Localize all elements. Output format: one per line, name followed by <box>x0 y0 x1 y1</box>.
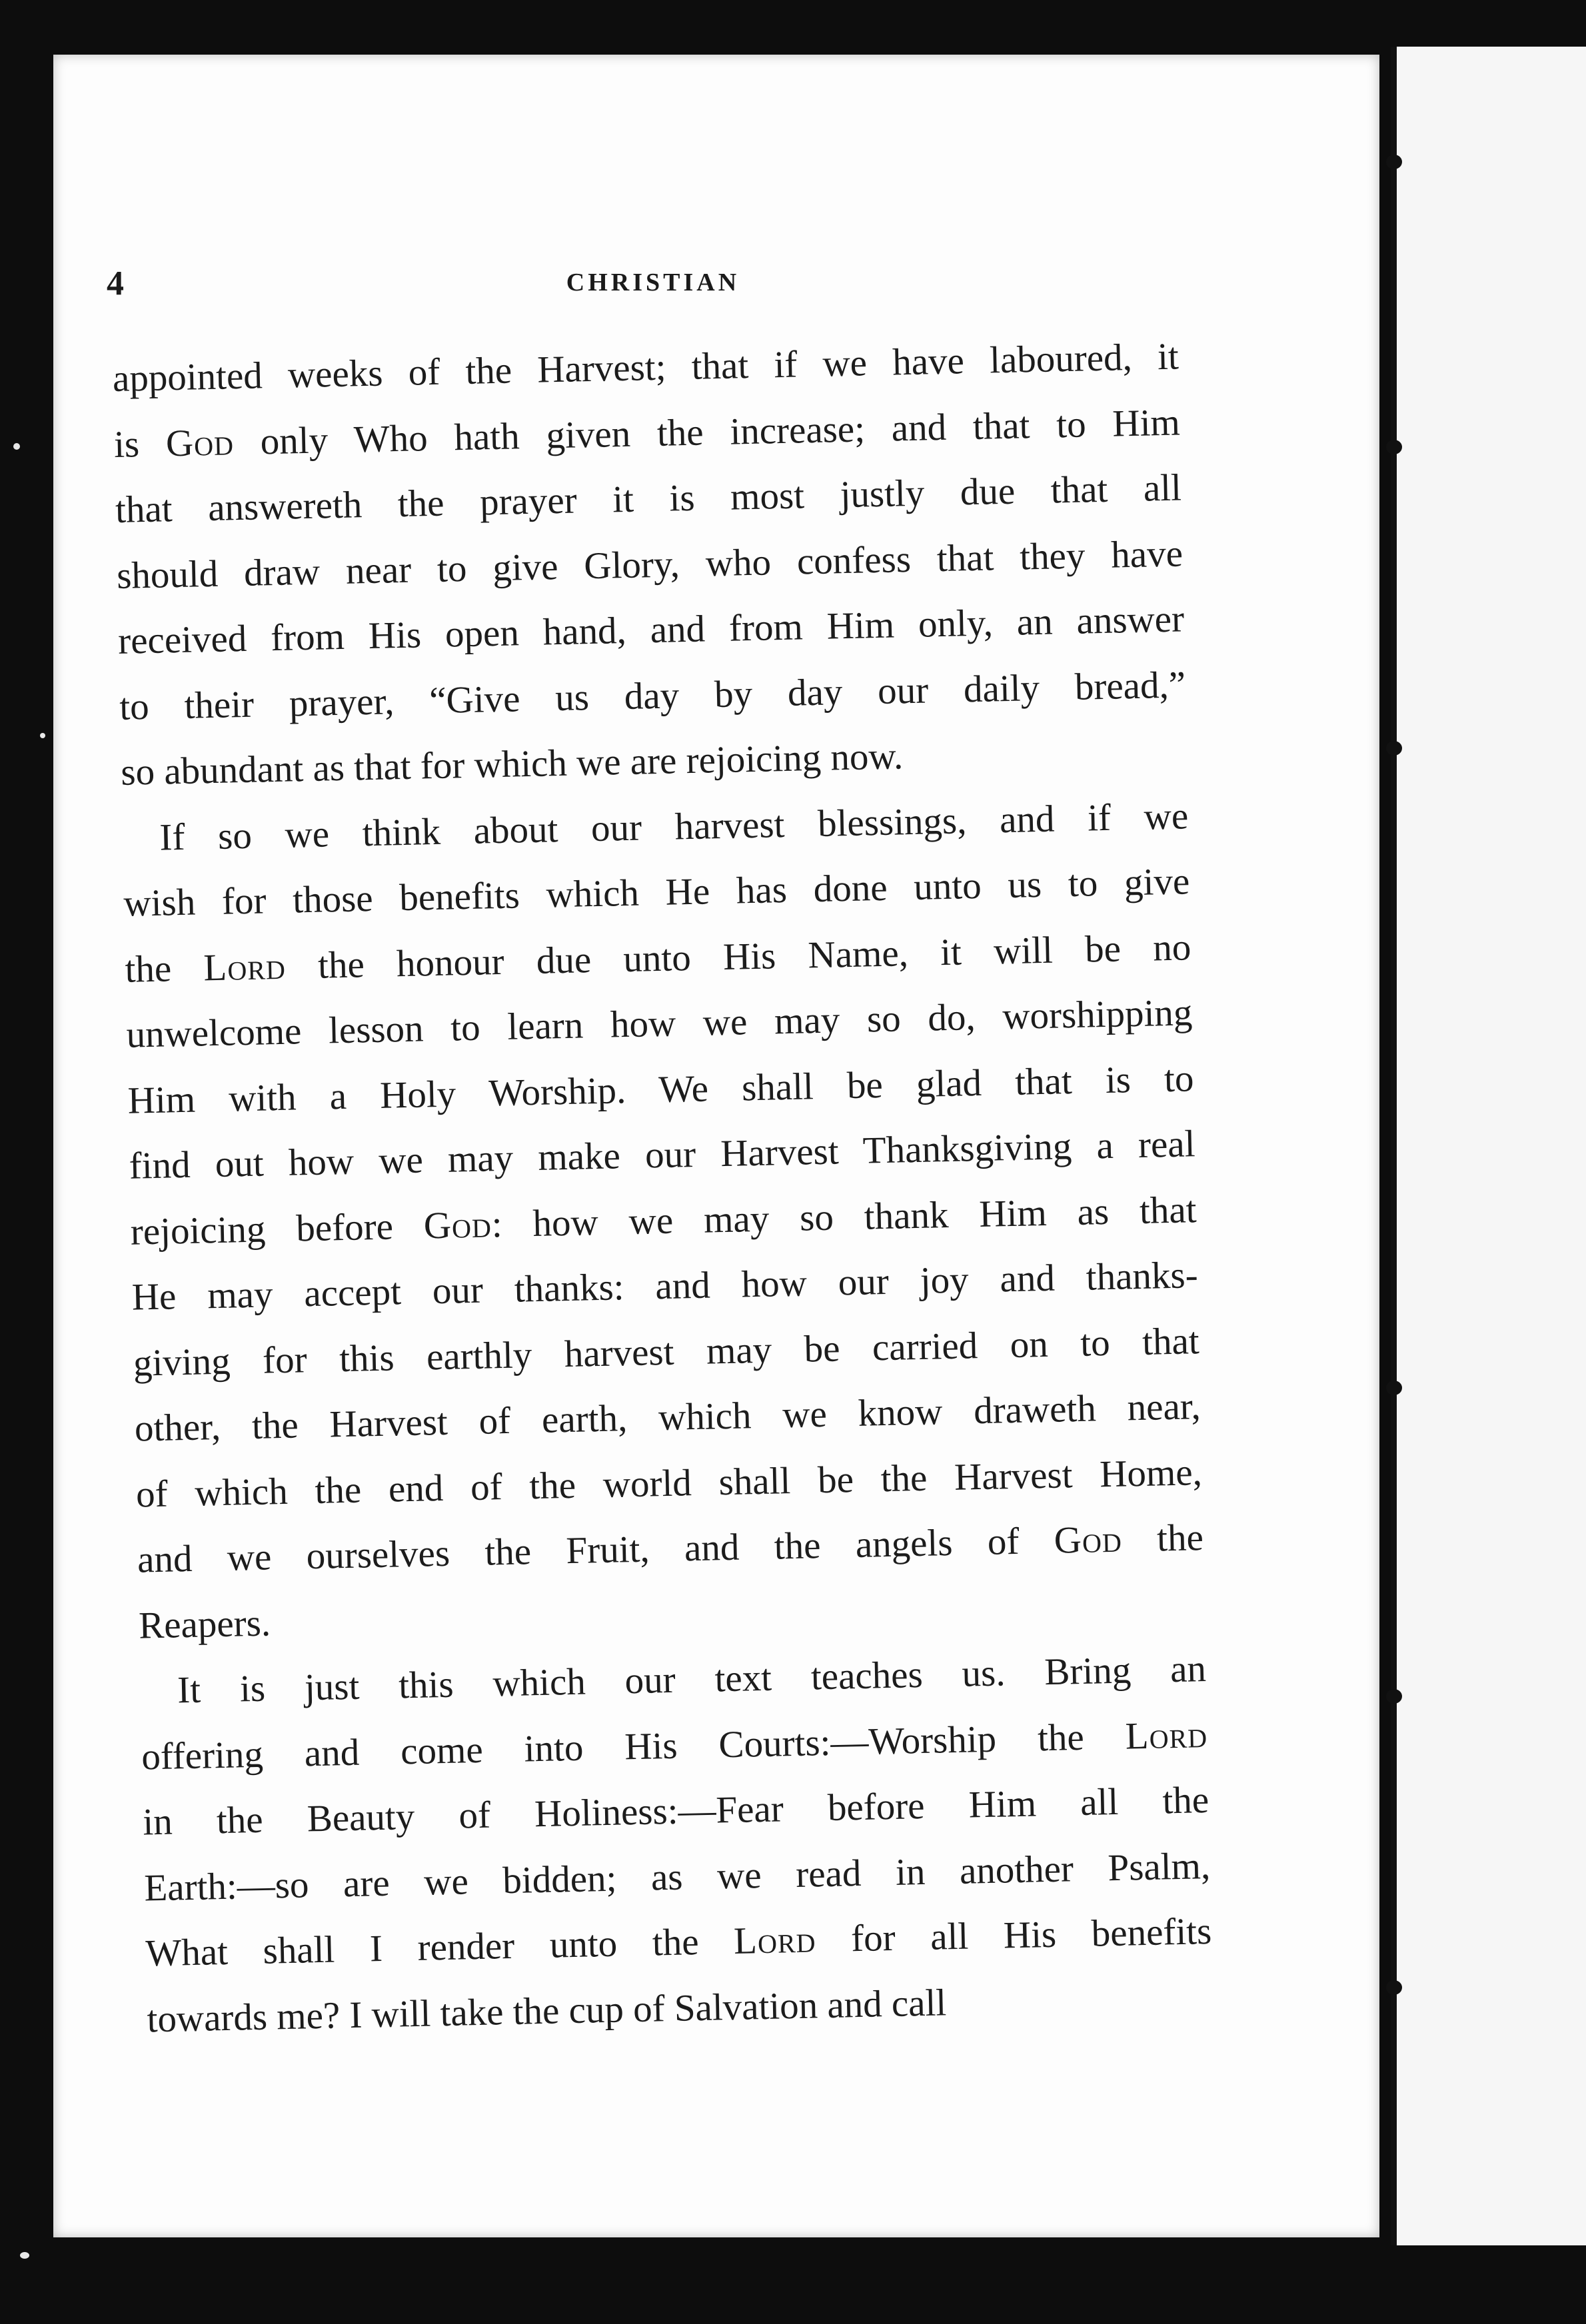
small-caps-word: God <box>423 1203 492 1247</box>
small-caps-word: Lord <box>1125 1713 1208 1758</box>
text-line: offering and come into His Courts:—Worship the Lord <box>141 1713 1208 1778</box>
text-line: towards me? I will take the cup of Salvation and call <box>146 1981 947 2040</box>
text-line: wish for those benefits which He has done unto us to give <box>123 860 1190 925</box>
binding-stitch <box>1386 440 1402 454</box>
binding-stitch <box>1386 155 1402 169</box>
text-line: the Lord the honour due unto His Name, it will be no <box>124 925 1191 991</box>
paragraph <box>112 324 1188 806</box>
paragraph <box>139 1636 1213 2052</box>
text-line: and we ourselves the Fruit, and the angels of God the <box>137 1516 1204 1581</box>
small-caps-word: God <box>165 420 235 464</box>
text-line: other, the Harvest of earth, which we know draweth near, <box>134 1385 1201 1450</box>
text-line: If so we think about our harvest blessings, and if we <box>159 794 1189 859</box>
paragraph <box>121 784 1205 1659</box>
text-line: is God only Who hath given the increase; and that to Him <box>113 400 1181 466</box>
text-line: unwelcome lesson to learn how we may so do, worshipping <box>125 991 1193 1056</box>
small-caps-word: Lord <box>203 945 287 989</box>
binding-stitch <box>1386 1689 1402 1704</box>
text-line: Him with a Holy Worship. We shall be glad that is to <box>127 1057 1195 1122</box>
text-line: find out how we may make our Harvest Thanksgiving a real <box>129 1123 1196 1187</box>
text-line: giving for this earthly harvest may be carried on to that <box>133 1319 1200 1385</box>
body-text <box>112 324 1213 2052</box>
small-caps-word: Lord <box>733 1918 817 1962</box>
text-line: of which the end of the world shall be the Harvest Home, <box>135 1451 1203 1516</box>
text-line: to their prayer, “Give us day by day our daily bread,” <box>119 663 1186 728</box>
binding-gutter <box>1391 47 1397 2245</box>
page-header <box>107 264 1199 310</box>
text-line: should draw near to give Glory, who confess that they have <box>116 532 1184 597</box>
binding-stitch <box>1386 741 1402 756</box>
binding-stitch <box>1386 1381 1402 1395</box>
text-line: What shall I render unto the Lord for all His benefits <box>145 1910 1212 1975</box>
binding-stitch <box>1386 1980 1402 1995</box>
text-line: He may accept our thanks: and how our joy and thanks- <box>131 1254 1199 1319</box>
text-line: received from His open hand, and from Him only, an answer <box>117 598 1185 662</box>
text-line: that answereth the prayer it is most justly due that all <box>115 466 1182 531</box>
page-number: 4 <box>107 265 124 302</box>
facing-page-edge <box>1396 47 1586 2245</box>
small-caps-word: God <box>1054 1518 1123 1562</box>
running-title: CHRISTIAN <box>566 269 740 296</box>
text-line: Reapers. <box>138 1601 271 1647</box>
text-line: in the Beauty of Holiness:—Fear before Him all the <box>142 1779 1209 1844</box>
text-line: Earth:—so are we bidden; as we read in another Psalm, <box>143 1844 1211 1909</box>
text-line: rejoicing before God: how we may so thank Him as that <box>130 1188 1197 1253</box>
scan-speck <box>40 733 45 738</box>
text-line: It is just this which our text teaches us. Bring an <box>177 1648 1207 1712</box>
scan-speck <box>20 2252 29 2259</box>
text-line: so abundant as that for which we are rejoicing now. <box>120 735 904 794</box>
scan-speck <box>13 443 20 450</box>
text-line: appointed weeks of the Harvest; that if we have laboured, it <box>112 335 1180 400</box>
